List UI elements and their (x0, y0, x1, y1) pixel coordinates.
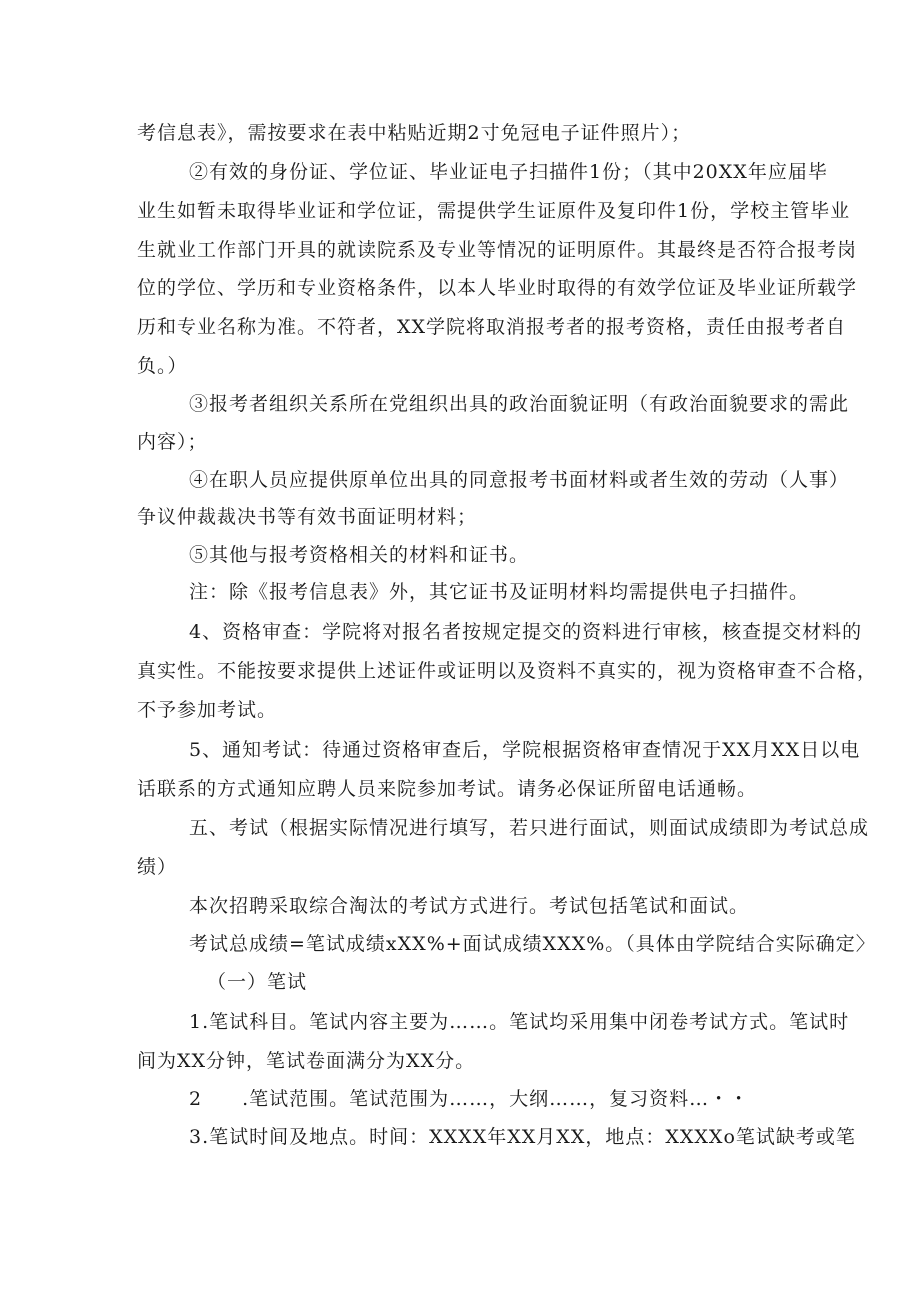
text-line: ②有效的身份证、学位证、毕业证电子扫描件1份；（其中20XX年应届毕 (189, 161, 828, 183)
text-line: 本次招聘采取综合淘汰的考试方式进行。考试包括笔试和面试。 (189, 895, 750, 917)
section-heading: 五、考试（根据实际情况进行填写，若只进行面试，则面试成绩即为考试总成 (189, 817, 870, 839)
text-line: 业生如暂未取得毕业证和学位证，需提供学生证原件及复印件1份，学校主管毕业 (137, 200, 851, 222)
text-line: ④在职人员应提供原单位出具的同意报考书面材料或者生效的劳动（人事） (189, 469, 850, 491)
text-line: 考试总成绩=笔试成绩xXX%+面试成绩XXX%。（具体由学院结合实际确定〉 (189, 933, 876, 955)
text-line: ⑤其他与报考资格相关的材料和证书。 (189, 544, 530, 566)
text-line: ③报考者组织关系所在党组织出具的政治面貌证明（有政治面貌要求的需此 (189, 393, 850, 415)
text-line: 话联系的方式通知应聘人员来院参加考试。请务必保证所留电话通畅。 (137, 778, 758, 800)
list-item-3: 3.笔试时间及地点。时间：XXXX年XX月XX，地点：XXXXo笔试缺考或笔 (189, 1126, 856, 1148)
text-line: 内容）； (137, 431, 208, 453)
section-item-5: 5、通知考试：待通过资格审查后，学院根据资格审查情况于XX月XX日以电 (189, 739, 861, 761)
text-line: 考信息表》，需按要求在表中粘贴近期2寸免冠电子证件照片）； (137, 122, 692, 144)
note-line: 注：除《报考信息表》外，其它证书及证明材料均需提供电子扫描件。 (189, 581, 810, 603)
text-line: 负。） (137, 355, 188, 377)
text-line: 争议仲裁裁决书等有效书面证明材料； (137, 506, 478, 528)
list-item-1: 1.笔试科目。笔试内容主要为……。笔试均采用集中闭卷考试方式。笔试时 (189, 1011, 850, 1033)
list-item-2: 2 .笔试范围。笔试范围为……，大纲……，复习资料…・・ (189, 1088, 750, 1110)
text-line: 历和专业名称为准。不符者，XX学院将取消报考者的报考资格，责任由报考者自 (137, 316, 847, 338)
text-line: 生就业工作部门开具的就读院系及专业等情况的证明原件。其最终是否符合报考岗 (137, 239, 858, 261)
text-line: 位的学位、学历和专业资格条件，以本人毕业时取得的有效学位证及毕业证所载学 (137, 277, 858, 299)
text-line: 真实性。不能按要求提供上述证件或证明以及资料不真实的，视为资格审查不合格， (137, 660, 878, 682)
subsection-heading: （一）笔试 (207, 971, 308, 993)
section-item-4: 4、资格审查：学院将对报名者按规定提交的资料进行审核，核查提交材料的 (189, 621, 863, 643)
text-line: 绩） (137, 856, 178, 878)
text-line: 不予参加考试。 (137, 699, 278, 721)
text-line: 间为XX分钟，笔试卷面满分为XX分。 (137, 1050, 476, 1072)
